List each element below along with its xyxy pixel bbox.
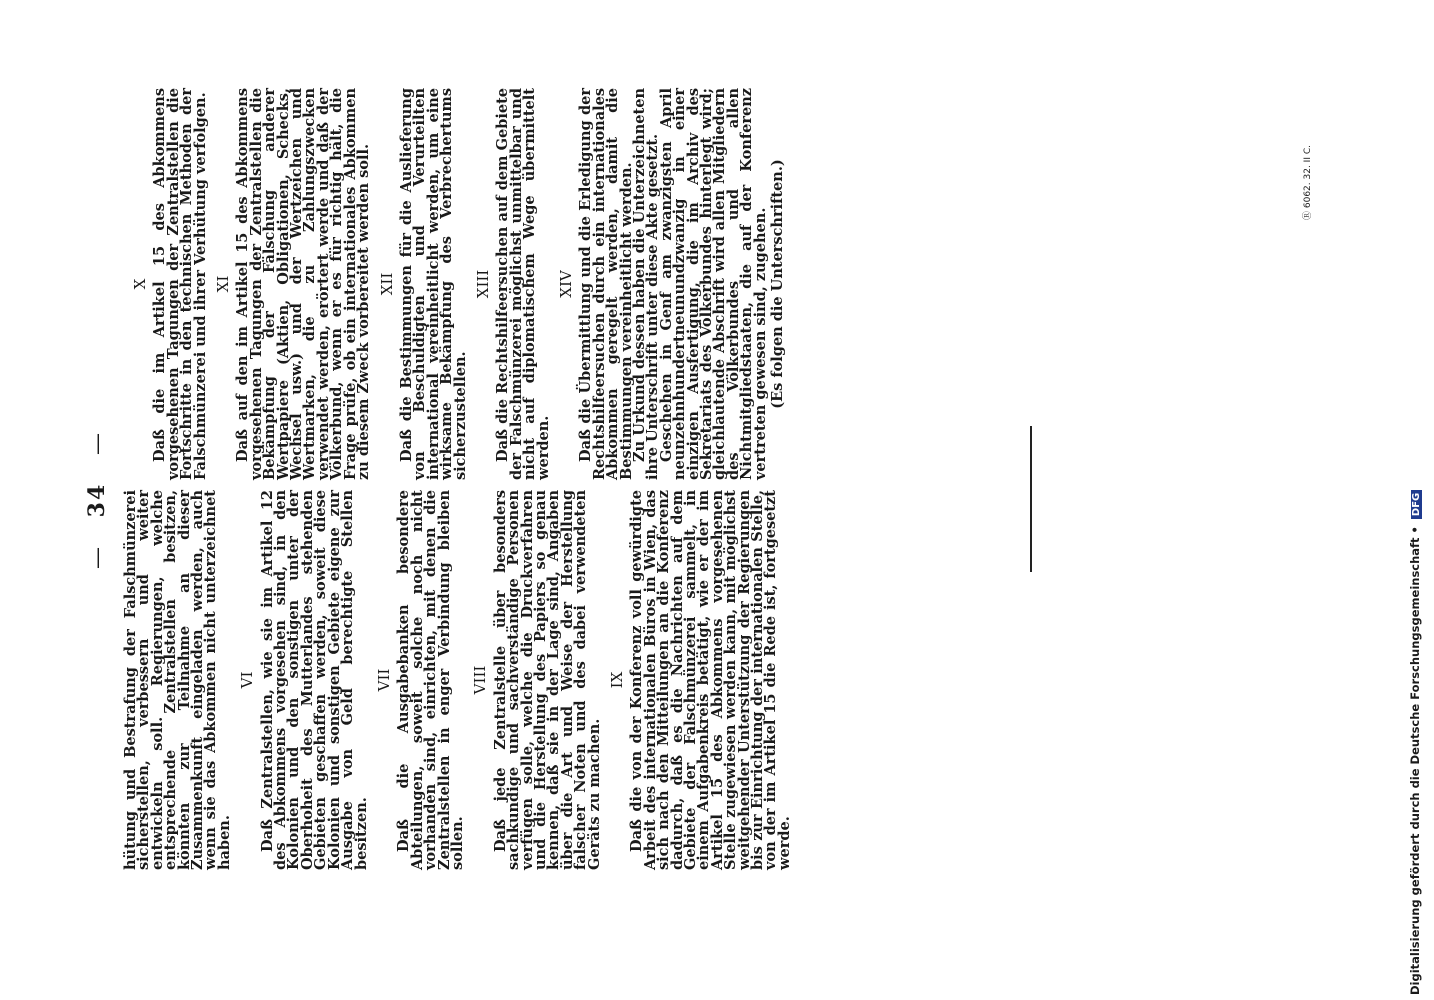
section-number: X xyxy=(131,278,149,290)
paragraph: Zu Urkund dessen haben die Unterzeichneten ihre Unterschrift unter diese Akte gesetzt. xyxy=(631,88,662,480)
paragraph: Daß die Bestimmungen für die Auslieferung von Beschuldigten und Verurteilten international vereinheitlicht werden, um eine wirksame Bekämpfung des Verbrechertums sicherzustellen. xyxy=(397,88,469,480)
section-number: XI xyxy=(214,275,233,293)
page-number: 34 xyxy=(84,482,110,518)
paragraph: Geschehen in Genf am zwanzigsten April neunzehnhundertneunundzwanzig in einer einzigen Ausfertigung, die im Archiv des Sekretariats des Völkerbundes hinterlegt wird; gleichlautende Abschrift wird allen Mitgliedern des Völkerbundes und allen Nichtmitgliedstaaten, die auf der Konferenz vertreten gewesen sind, zugehen. xyxy=(657,88,769,480)
paragraph: Daß die im Artikel 15 des Abkommens vorgesehenen Tagungen der Zentralstellen die Fortschritte in den technischen Methoden der Falschmünzerei und ihrer Verhütung verfolgen. xyxy=(151,88,209,480)
closing-line: (Es folgen die Unterschriften.) xyxy=(769,159,787,409)
section-number: XIII xyxy=(473,269,492,299)
page-header xyxy=(84,0,110,1000)
section-number: VIII xyxy=(471,665,490,695)
header-dash-right: — xyxy=(85,431,110,456)
section-number: XII xyxy=(377,272,396,296)
digitization-note xyxy=(1408,490,1422,995)
paragraph: Daß die Übermittlung und die Erledigung der Rechtshilfeersuchen durch ein internationales Abkommen geregelt werden, damit die Bestimmungen vereinheitlicht werden. xyxy=(577,88,635,480)
dfg-logo: DFG xyxy=(1411,490,1422,519)
header-dash-left: — xyxy=(85,544,110,569)
print-code: Ⓡ 6062. 32. II C. xyxy=(1303,145,1313,220)
paragraph: Daß Zentralstellen, wie sie im Artikel 12 des Abkommens vorgesehen sind, in den Kolonien und den sonstigen unter der Oberhoheit des Mutterlandes stehenden Gebieten geschaffen werden, soweit diese Kolonien und sonstigen Gebiete eigene zur Ausgabe von Geld berechtigte Stellen besitzen. xyxy=(258,490,370,870)
digitization-note-text: Digitalisierung gefördert durch die Deutsche Forschungsgemeinschaft • xyxy=(1408,526,1422,995)
paragraph: hütung und Bestrafung der Falschmünzerei sicherstellen, verbessern und weiter entwickeln soll. Regierungen, welche entsprechende Zentralstellen besitzen, könnten zur Teilnahme an dieser Zusammenkunft eingeladen werden, auch wenn sie das Abkommen nicht unterzeichnet haben. xyxy=(122,490,233,870)
right-text-column xyxy=(124,88,787,480)
closing-rule xyxy=(1030,426,1032,572)
paragraph: Daß die Ausgabebanken besondere Abteilungen, soweit solche noch nicht vorhanden sind, einrichten, mit denen die Zentralstellen in enger Verbindung bleiben sollen. xyxy=(395,490,466,870)
section-number: XIV xyxy=(556,270,575,298)
paragraph: Daß die Rechtshilfeersuchen auf dem Gebiete der Falschmünzerei möglichst unmittelbar und nicht auf diplomatischem Wege übermittelt werden. xyxy=(494,88,552,480)
paragraph: Daß auf den im Artikel 15 des Abkommens vorgesehenen Tagungen der Zentralstellen die Bekämpfung der Fälschung anderer Wertpapiere (Aktien, Obligationen, Schecks, Wechsel usw.) und der Wertzeichen und Wertmarken, die zu Zahlungszwecken verwendet werden, erörtert werde und daß der Völkerbund, wenn er es für richtig hält, die Frage prüfe, ob ein internationales Abkommen zu diesem Zweck vorbereitet werden soll. xyxy=(234,88,373,480)
paragraph: Daß jede Zentralstelle über besonders sachkundige und sachverständige Personen verfügen solle, welche die Druckverfahren und die Herstellung des Papiers so genau kennen, daß sie in der Lage sind, Angaben über die Art und Weise der Herstellung falscher Noten und des dabei verwendeten Geräts zu machen. xyxy=(491,490,603,870)
section-number: VII xyxy=(374,668,393,692)
left-text-column xyxy=(124,490,791,870)
section-number: VI xyxy=(238,671,257,689)
paragraph: Daß die von der Konferenz voll gewürdigte Arbeit des internationalen Büros in Wien, das sich nach den Mitteilungen an die Konferenz dadurch, daß es die Nachrichten auf dem Gebiete der Falschmünzerei sammelt, in einem Aufgabenkreis betätigt, wie er der im Artikel 15 des Abkommens vorgesehenen Stelle zugewiesen werden kann, mit möglichst weitgehender Unterstützung der Regierungen bis zur Einrichtung der internationalen Stelle, von der im Artikel 15 die Rede ist, fortgesetzt werde. xyxy=(628,490,793,870)
section-number: IX xyxy=(608,671,626,689)
